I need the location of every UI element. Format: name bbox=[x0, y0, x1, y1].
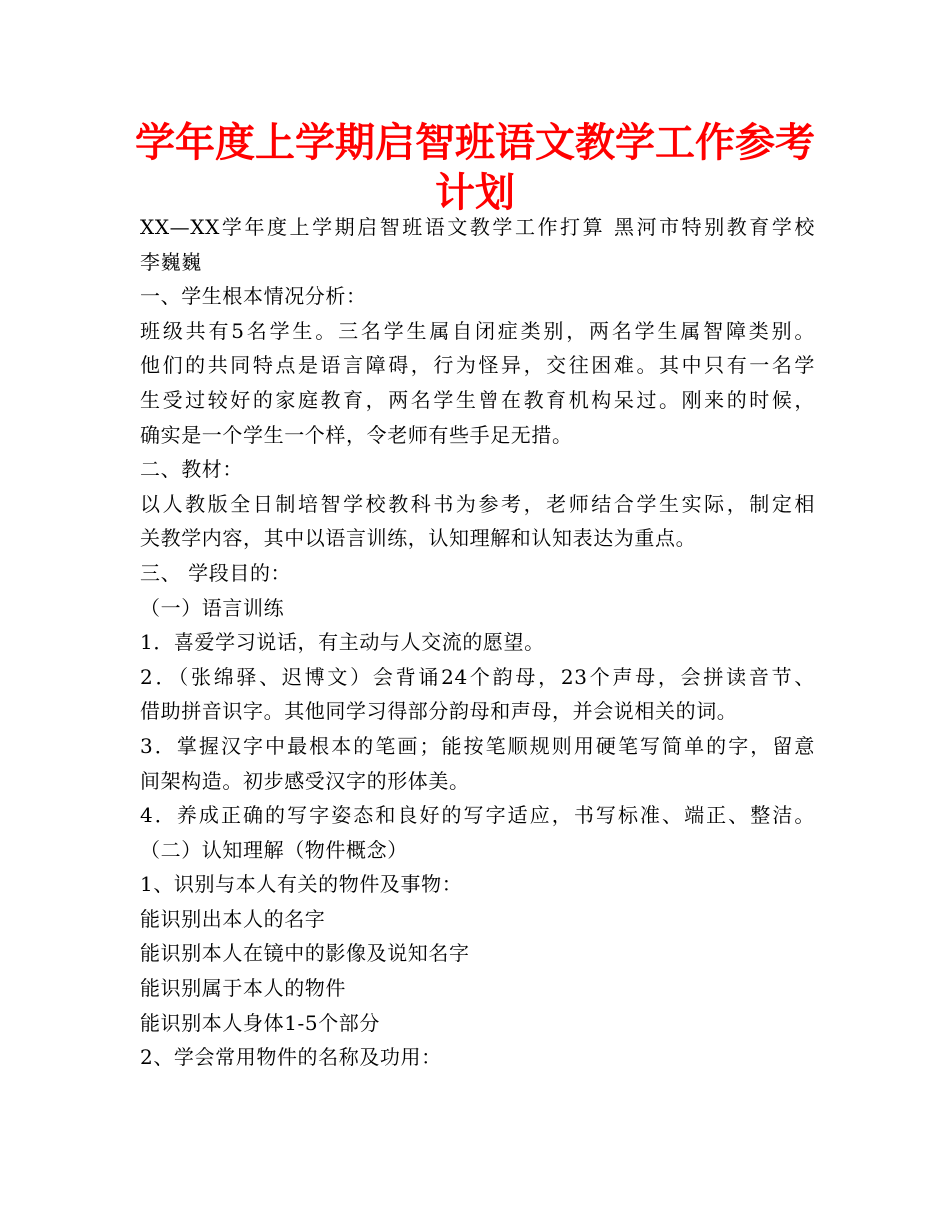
text-line: 2、学会常用物件的名称及功用： bbox=[140, 1045, 442, 1070]
text-line: 李巍巍 bbox=[140, 249, 202, 274]
text-line: 4．养成正确的写字姿态和良好的写字适应，书写标准、端正、整洁。 bbox=[140, 803, 815, 828]
text-line: 1、识别与本人有关的物件及事物： bbox=[140, 872, 463, 897]
text-line: 确实是一个学生一个样，令老师有些手足无措。 bbox=[140, 422, 573, 447]
text-line: （一）语言训练 bbox=[140, 595, 285, 620]
page-title: 学年度上学期启智班语文教学工作参考计划 bbox=[135, 120, 815, 216]
text-line: 以人教版全日制培智学校教科书为参考，老师结合学生实际，制定相 bbox=[140, 491, 815, 516]
text-line: 能识别本人身体1-5个部分 bbox=[140, 1010, 381, 1035]
text-line: （二）认知理解（物件概念） bbox=[140, 837, 408, 862]
text-line: XX—XX学年度上学期启智班语文教学工作打算 黑河市特别教育学校 bbox=[140, 215, 815, 239]
text-line: 生受过较好的家庭教育，两名学生曾在教育机构呆过。刚来的时候， bbox=[140, 387, 815, 412]
text-line: 一、学生根本情况分析： bbox=[140, 284, 367, 309]
text-line: 能识别本人在镜中的影像及说知名字 bbox=[140, 941, 470, 966]
text-line: 1．喜爱学习说话，有主动与人交流的愿望。 bbox=[140, 630, 545, 655]
text-line: 关教学内容，其中以语言训练，认知理解和认知表达为重点。 bbox=[140, 526, 697, 551]
text-line: 2．（张绵驿、迟博文）会背诵24个韵母，23个声母，会拼读音节、 bbox=[140, 664, 815, 689]
text-line: 间架构造。初步感受汉字的形体美。 bbox=[140, 768, 470, 793]
text-line: 能识别属于本人的物件 bbox=[140, 976, 346, 1001]
text-line: 三、 学段目的： bbox=[140, 560, 292, 585]
text-line: 能识别出本人的名字 bbox=[140, 906, 326, 931]
text-line: 班级共有5名学生。三名学生属自闭症类别，两名学生属智障类别。 bbox=[140, 318, 815, 343]
text-line: 二、教材： bbox=[140, 457, 243, 482]
text-line: 借助拼音识字。其他同学习得部分韵母和声母，并会说相关的词。 bbox=[140, 699, 738, 724]
text-line: 他们的共同特点是语言障碍，行为怪异，交往困难。其中只有一名学 bbox=[140, 353, 815, 378]
document-body bbox=[140, 210, 815, 1075]
text-line: 3．掌握汉字中最根本的笔画；能按笔顺规则用硬笔写简单的字，留意 bbox=[140, 733, 815, 758]
